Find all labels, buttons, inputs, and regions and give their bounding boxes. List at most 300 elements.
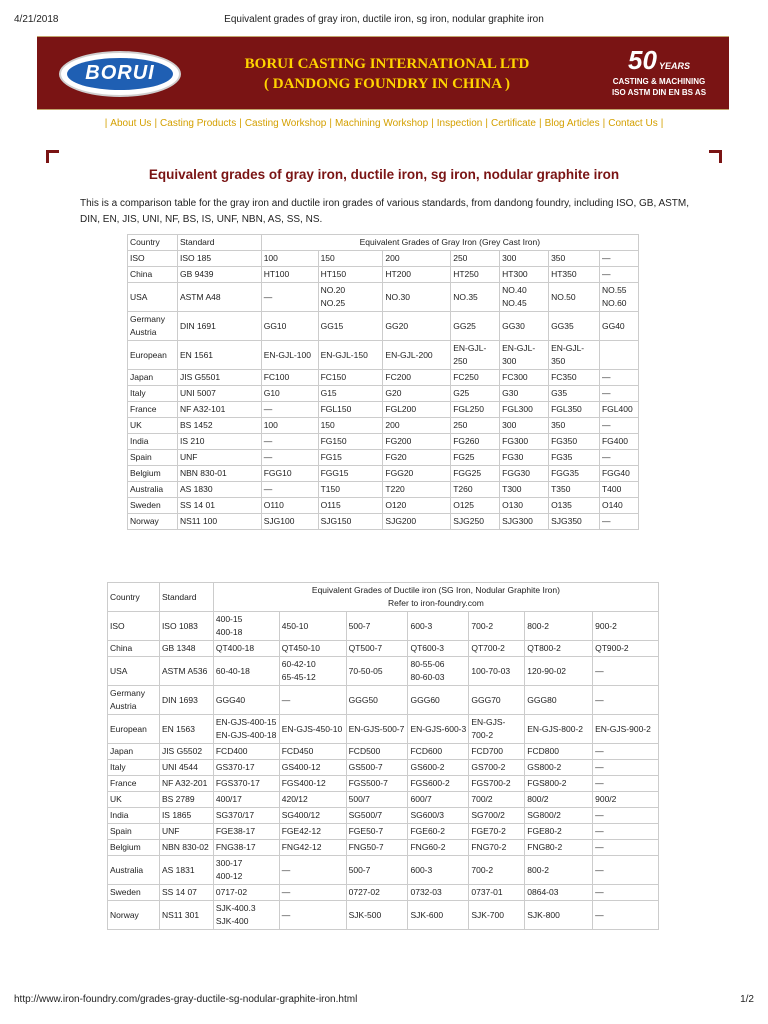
grade-cell <box>599 341 638 370</box>
grade-cell: 800/2 <box>525 792 593 808</box>
grade-cell: FGG10 <box>261 466 318 482</box>
grade-cell: EN-GJS-800-2 <box>525 715 593 744</box>
standard-cell: ASTM A536 <box>159 657 213 686</box>
standard-cell: NS11 100 <box>177 514 261 530</box>
grade-cell: 200 <box>383 251 451 267</box>
print-url: http://www.iron-foundry.com/grades-gray-ductile-sg-nodular-graphite-iron.html <box>14 994 358 1005</box>
grade-cell: 200 <box>383 418 451 434</box>
nav-link-casting-products[interactable]: Casting Products <box>160 118 237 129</box>
grade-cell: 250 <box>451 418 500 434</box>
corner-ornament-left <box>46 150 59 163</box>
grade-cell: HT200 <box>383 267 451 283</box>
grade-cell: GG30 <box>500 312 549 341</box>
grade-cell: FGL250 <box>451 402 500 418</box>
grade-cell: SJG300 <box>500 514 549 530</box>
grade-cell: EN-GJS-600-3 <box>408 715 469 744</box>
grade-cell: — <box>279 901 346 930</box>
grade-cell: O135 <box>549 498 600 514</box>
grade-cell: O125 <box>451 498 500 514</box>
grade-cell: FCD500 <box>346 744 408 760</box>
grade-cell: — <box>593 856 659 885</box>
grade-cell: FG260 <box>451 434 500 450</box>
grade-cell: 0737-01 <box>469 885 525 901</box>
grade-cell: — <box>261 402 318 418</box>
grade-cell: FC300 <box>500 370 549 386</box>
grade-cell: EN-GJS-500-7 <box>346 715 408 744</box>
nav-separator: | <box>329 118 332 129</box>
table-row <box>108 792 659 808</box>
grade-cell: 800-2 <box>525 856 593 885</box>
grade-cell: 300 <box>500 251 549 267</box>
grade-cell: 400/17 <box>213 792 279 808</box>
standard-cell: ASTM A48 <box>177 283 261 312</box>
intro-paragraph: This is a comparison table for the gray iron and ductile iron grades of various standards, from dandong foundry, including ISO, GB, ASTM, DIN, EN, JIS, UNI, NF, BS, IS, UNF, NBN, AS, SS, NS. <box>80 198 690 225</box>
grade-cell: 900-2 <box>593 612 659 641</box>
grade-cell: EN-GJL-350 <box>549 341 600 370</box>
grade-cell: SJG250 <box>451 514 500 530</box>
grade-cell: T150 <box>318 482 383 498</box>
anniversary-badge <box>599 45 719 98</box>
grade-cell: FCD400 <box>213 744 279 760</box>
grade-cell: EN-GJS-400-15 EN-GJS-400-18 <box>213 715 279 744</box>
grade-cell: FGS400-12 <box>279 776 346 792</box>
grade-cell: 500/7 <box>346 792 408 808</box>
grade-cell: 350 <box>549 251 600 267</box>
grade-cell: FG200 <box>383 434 451 450</box>
nav-link-about-us[interactable]: About Us <box>110 118 152 129</box>
company-line-1: BORUI CASTING INTERNATIONAL LTD <box>244 56 530 72</box>
country-cell: France <box>128 402 178 418</box>
grade-cell: 600-3 <box>408 856 469 885</box>
table-row <box>108 840 659 856</box>
table-title-header <box>261 235 638 251</box>
table-title-header <box>213 583 658 612</box>
grade-cell: SJK-600 <box>408 901 469 930</box>
grade-cell: — <box>261 434 318 450</box>
nav-separator: | <box>239 118 242 129</box>
table-title: Equivalent Grades of Ductile iron (SG Iron, Nodular Graphite Iron) <box>311 585 560 595</box>
nav-link-machining-workshop[interactable]: Machining Workshop <box>334 118 429 129</box>
grade-cell: 300-17 400-12 <box>213 856 279 885</box>
grade-cell: FNG60-2 <box>408 840 469 856</box>
table-row <box>108 612 659 641</box>
grade-cell: FC350 <box>549 370 600 386</box>
table-header-row <box>108 583 659 612</box>
grade-cell: FGE50-7 <box>346 824 408 840</box>
grade-cell: 100 <box>261 418 318 434</box>
grade-cell: — <box>593 744 659 760</box>
country-cell: Spain <box>108 824 160 840</box>
grade-cell: NO.50 <box>549 283 600 312</box>
country-cell: Italy <box>128 386 178 402</box>
grade-cell: FGS700-2 <box>469 776 525 792</box>
country-cell: ISO <box>108 612 160 641</box>
grade-cell: FG20 <box>383 450 451 466</box>
nav-separator: | <box>104 118 108 129</box>
country-cell: UK <box>108 792 160 808</box>
grade-cell: SG370/17 <box>213 808 279 824</box>
country-cell: Sweden <box>108 885 160 901</box>
grade-cell: GG10 <box>261 312 318 341</box>
grade-cell: EN-GJL-200 <box>383 341 451 370</box>
grade-cell: 450-10 <box>279 612 346 641</box>
grade-cell: EN-GJS-700-2 <box>469 715 525 744</box>
table-row <box>108 686 659 715</box>
grade-cell: 100 <box>261 251 318 267</box>
grade-cell: 0727-02 <box>346 885 408 901</box>
country-cell: China <box>108 641 160 657</box>
grade-cell: FG150 <box>318 434 383 450</box>
country-cell: European <box>108 715 160 744</box>
standard-cell: EN 1563 <box>159 715 213 744</box>
grade-cell: QT500-7 <box>346 641 408 657</box>
grade-cell: GS370-17 <box>213 760 279 776</box>
grade-cell: O140 <box>599 498 638 514</box>
grade-cell: O130 <box>500 498 549 514</box>
grade-cell: FGL200 <box>383 402 451 418</box>
grade-cell: GS800-2 <box>525 760 593 776</box>
standard-cell: NF A32-201 <box>159 776 213 792</box>
grade-cell: — <box>261 482 318 498</box>
grade-cell: G30 <box>500 386 549 402</box>
nav-link-casting-workshop[interactable]: Casting Workshop <box>244 118 327 129</box>
country-cell: Japan <box>108 744 160 760</box>
standard-cell: EN 1561 <box>177 341 261 370</box>
table-row <box>108 808 659 824</box>
standard-cell: DIN 1691 <box>177 312 261 341</box>
grade-cell: GGG80 <box>525 686 593 715</box>
grade-cell: 600/7 <box>408 792 469 808</box>
standard-cell: JIS G5501 <box>177 370 261 386</box>
grade-cell: SJG350 <box>549 514 600 530</box>
grade-cell: 100-70-03 <box>469 657 525 686</box>
nav-link-inspection[interactable]: Inspection <box>436 118 483 129</box>
table-row <box>108 885 659 901</box>
grade-cell: GGG50 <box>346 686 408 715</box>
corner-ornament-right <box>709 150 722 163</box>
grade-cell: FGE70-2 <box>469 824 525 840</box>
table-row <box>128 341 639 370</box>
table-row <box>128 434 639 450</box>
grade-cell: FG15 <box>318 450 383 466</box>
grade-cell: 0864-03 <box>525 885 593 901</box>
standard-cell: GB 1348 <box>159 641 213 657</box>
table-subtitle: Refer to iron-foundry.com <box>388 598 484 608</box>
grade-cell: 70-50-05 <box>346 657 408 686</box>
table-title: Equivalent Grades of Gray Iron (Grey Cast Iron) <box>359 237 541 247</box>
standard-cell: DIN 1693 <box>159 686 213 715</box>
grade-cell: FGG30 <box>500 466 549 482</box>
grade-cell: GGG60 <box>408 686 469 715</box>
grade-cell: FC100 <box>261 370 318 386</box>
grade-cell: — <box>599 514 638 530</box>
grade-cell: O120 <box>383 498 451 514</box>
nav-link-certificate[interactable]: Certificate <box>490 118 536 129</box>
grade-cell: O110 <box>261 498 318 514</box>
grade-cell: NO.55 NO.60 <box>599 283 638 312</box>
table-row <box>108 856 659 885</box>
grade-cell: 60-42-10 65-45-12 <box>279 657 346 686</box>
company-name <box>207 54 567 94</box>
grade-cell: SJK-400.3 SJK-400 <box>213 901 279 930</box>
grade-cell: FNG42-12 <box>279 840 346 856</box>
standard-cell: ISO 1083 <box>159 612 213 641</box>
grade-cell: FCD800 <box>525 744 593 760</box>
grade-cell: FGL350 <box>549 402 600 418</box>
print-title: Equivalent grades of gray iron, ductile iron, sg iron, nodular graphite iron <box>224 14 544 25</box>
standard-cell: IS 1865 <box>159 808 213 824</box>
grade-cell: FC150 <box>318 370 383 386</box>
standard-cell: ISO 185 <box>177 251 261 267</box>
grade-cell: GG25 <box>451 312 500 341</box>
grade-cell: 500-7 <box>346 856 408 885</box>
grade-cell: FCD600 <box>408 744 469 760</box>
standard-cell: UNI 5007 <box>177 386 261 402</box>
grade-cell: EN-GJS-450-10 <box>279 715 346 744</box>
table-row <box>128 514 639 530</box>
country-cell: Australia <box>108 856 160 885</box>
country-cell: UK <box>128 418 178 434</box>
grade-cell: T300 <box>500 482 549 498</box>
grade-cell: QT900-2 <box>593 641 659 657</box>
country-cell: Spain <box>128 450 178 466</box>
grade-cell: — <box>593 808 659 824</box>
grade-cell: GG20 <box>383 312 451 341</box>
standard-cell: UNI 4544 <box>159 760 213 776</box>
grade-cell: 60-40-18 <box>213 657 279 686</box>
nav-link-blog-articles[interactable]: Blog Articles <box>544 118 600 129</box>
grade-cell: FG300 <box>500 434 549 450</box>
grade-cell: GG15 <box>318 312 383 341</box>
nav-separator: | <box>538 118 542 129</box>
borui-logo[interactable] <box>59 51 181 97</box>
country-cell: Sweden <box>128 498 178 514</box>
grade-cell: FG400 <box>599 434 638 450</box>
grade-cell: HT150 <box>318 267 383 283</box>
table-header-row <box>128 235 639 251</box>
grade-cell: FGE80-2 <box>525 824 593 840</box>
table-row <box>128 418 639 434</box>
grade-cell: G10 <box>261 386 318 402</box>
grade-cell: — <box>279 856 346 885</box>
grade-cell: NO.20 NO.25 <box>318 283 383 312</box>
table-row <box>128 450 639 466</box>
grade-cell: QT600-3 <box>408 641 469 657</box>
main-nav <box>0 118 768 129</box>
grade-cell: T260 <box>451 482 500 498</box>
grade-cell: — <box>599 386 638 402</box>
table-row <box>128 402 639 418</box>
grade-cell: 700-2 <box>469 856 525 885</box>
grade-cell: FC200 <box>383 370 451 386</box>
grade-cell: — <box>593 686 659 715</box>
table-row <box>108 744 659 760</box>
grade-cell: HT300 <box>500 267 549 283</box>
table-row <box>128 370 639 386</box>
grade-cell: NO.30 <box>383 283 451 312</box>
badge-line-1: CASTING & MACHINING <box>612 77 706 86</box>
grade-cell: SG800/2 <box>525 808 593 824</box>
grade-cell: — <box>593 840 659 856</box>
grade-cell: 250 <box>451 251 500 267</box>
grade-cell: SG400/12 <box>279 808 346 824</box>
table-row <box>128 482 639 498</box>
grade-cell: 0717-02 <box>213 885 279 901</box>
country-cell: Australia <box>128 482 178 498</box>
grade-cell: FGL300 <box>500 402 549 418</box>
grade-cell: FGG25 <box>451 466 500 482</box>
gray-iron-table <box>127 234 639 530</box>
table-row <box>128 283 639 312</box>
country-cell: Belgium <box>128 466 178 482</box>
country-cell: Belgium <box>108 840 160 856</box>
grade-cell: G15 <box>318 386 383 402</box>
table-row <box>108 657 659 686</box>
nav-link-contact-us[interactable]: Contact Us <box>608 118 658 129</box>
standard-cell: AS 1830 <box>177 482 261 498</box>
grade-cell: T400 <box>599 482 638 498</box>
standard-cell: UNF <box>159 824 213 840</box>
grade-cell: EN-GJL-150 <box>318 341 383 370</box>
company-line-2: ( DANDONG FOUNDRY IN CHINA ) <box>264 76 510 92</box>
badge-number: 50 <box>628 45 657 75</box>
grade-cell: FG30 <box>500 450 549 466</box>
grade-cell: 350 <box>549 418 600 434</box>
nav-separator: | <box>660 118 664 129</box>
grade-cell: SJG100 <box>261 514 318 530</box>
standard-cell: BS 2789 <box>159 792 213 808</box>
grade-cell: — <box>593 760 659 776</box>
grade-cell: 0732-03 <box>408 885 469 901</box>
grade-cell: 700/2 <box>469 792 525 808</box>
table-row <box>108 776 659 792</box>
grade-cell: FGS370-17 <box>213 776 279 792</box>
grade-cell: FNG38-17 <box>213 840 279 856</box>
grade-cell: FGL150 <box>318 402 383 418</box>
table-row <box>128 386 639 402</box>
grade-cell: HT350 <box>549 267 600 283</box>
country-cell: USA <box>108 657 160 686</box>
country-cell: Germany Austria <box>108 686 160 715</box>
table-row <box>108 760 659 776</box>
country-cell: India <box>108 808 160 824</box>
country-cell: Italy <box>108 760 160 776</box>
grade-cell: FNG80-2 <box>525 840 593 856</box>
badge-line-2: ISO ASTM DIN EN BS AS <box>611 88 707 97</box>
grade-cell: 900/2 <box>593 792 659 808</box>
grade-cell: 80-55-06 80-60-03 <box>408 657 469 686</box>
grade-cell: FG25 <box>451 450 500 466</box>
table-row <box>108 824 659 840</box>
grade-cell: FGS500-7 <box>346 776 408 792</box>
grade-cell: SJG200 <box>383 514 451 530</box>
grade-cell: GS500-7 <box>346 760 408 776</box>
grade-cell: SG600/3 <box>408 808 469 824</box>
table-row <box>108 901 659 930</box>
grade-cell: FGE38-17 <box>213 824 279 840</box>
grade-cell: — <box>599 267 638 283</box>
grade-cell: — <box>593 657 659 686</box>
grade-cell: SG700/2 <box>469 808 525 824</box>
nav-separator: | <box>602 118 606 129</box>
table-row <box>128 267 639 283</box>
grade-cell: — <box>593 885 659 901</box>
grade-cell: FNG50-7 <box>346 840 408 856</box>
country-cell: China <box>128 267 178 283</box>
table-row <box>108 641 659 657</box>
grade-cell: SJG150 <box>318 514 383 530</box>
column-header-country: Country <box>128 235 178 251</box>
country-cell: ISO <box>128 251 178 267</box>
nav-separator: | <box>485 118 488 129</box>
country-cell: European <box>128 341 178 370</box>
grade-cell: GS600-2 <box>408 760 469 776</box>
grade-cell: GG35 <box>549 312 600 341</box>
grade-cell: — <box>599 418 638 434</box>
grade-cell: — <box>261 450 318 466</box>
column-header-standard: Standard <box>177 235 261 251</box>
grade-cell: EN-GJL-100 <box>261 341 318 370</box>
grade-cell: — <box>599 370 638 386</box>
country-cell: Japan <box>128 370 178 386</box>
grade-cell: FGG35 <box>549 466 600 482</box>
grade-cell: GS700-2 <box>469 760 525 776</box>
grade-cell: — <box>279 686 346 715</box>
standard-cell: SS 14 07 <box>159 885 213 901</box>
page-title: Equivalent grades of gray iron, ductile iron, sg iron, nodular graphite iron <box>148 167 620 182</box>
grade-cell: — <box>261 283 318 312</box>
country-cell: Germany Austria <box>128 312 178 341</box>
table-row <box>128 466 639 482</box>
grade-cell: 600-3 <box>408 612 469 641</box>
grade-cell: 150 <box>318 251 383 267</box>
country-cell: Norway <box>108 901 160 930</box>
grade-cell: QT700-2 <box>469 641 525 657</box>
nav-separator: | <box>431 118 434 129</box>
column-header-standard: Standard <box>159 583 213 612</box>
grade-cell: NO.35 <box>451 283 500 312</box>
grade-cell: FGE42-12 <box>279 824 346 840</box>
grade-cell: G35 <box>549 386 600 402</box>
grade-cell: GS400-12 <box>279 760 346 776</box>
standard-cell: IS 210 <box>177 434 261 450</box>
print-page-number: 1/2 <box>740 994 754 1005</box>
grade-cell: T220 <box>383 482 451 498</box>
grade-cell: 800-2 <box>525 612 593 641</box>
ductile-iron-table <box>107 582 659 930</box>
column-header-country: Country <box>108 583 160 612</box>
grade-cell: — <box>593 776 659 792</box>
standard-cell: NBN 830-02 <box>159 840 213 856</box>
country-cell: India <box>128 434 178 450</box>
grade-cell: FGG40 <box>599 466 638 482</box>
standard-cell: GB 9439 <box>177 267 261 283</box>
grade-cell: — <box>599 251 638 267</box>
grade-cell: SJK-700 <box>469 901 525 930</box>
grade-cell: T350 <box>549 482 600 498</box>
print-date: 4/21/2018 <box>14 14 59 25</box>
grade-cell: EN-GJL-250 <box>451 341 500 370</box>
grade-cell: FCD700 <box>469 744 525 760</box>
grade-cell: FGG20 <box>383 466 451 482</box>
grade-cell: SG500/7 <box>346 808 408 824</box>
table-row <box>128 251 639 267</box>
table-row <box>108 715 659 744</box>
grade-cell: QT400-18 <box>213 641 279 657</box>
country-cell: Norway <box>128 514 178 530</box>
grade-cell: 300 <box>500 418 549 434</box>
standard-cell: UNF <box>177 450 261 466</box>
